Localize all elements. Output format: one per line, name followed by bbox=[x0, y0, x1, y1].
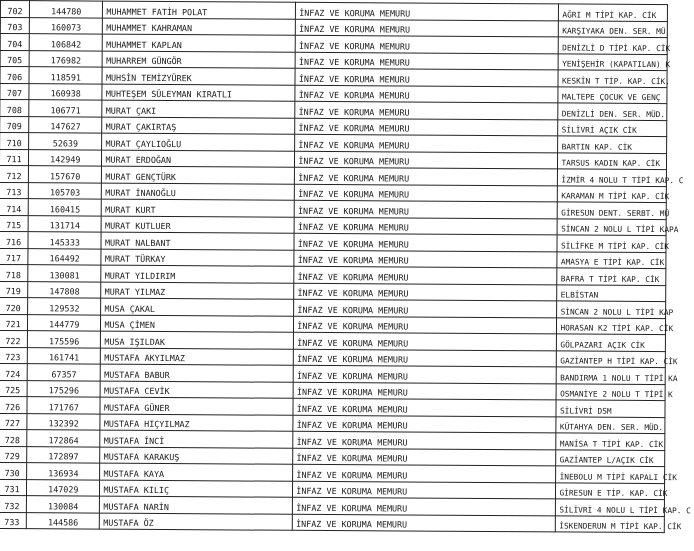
institution-name-cell: GÖLPAZARI AÇIK CİK bbox=[557, 334, 666, 351]
person-name-cell: MUSTAFA ÖZ bbox=[100, 513, 293, 531]
registry-number-cell: 52639 bbox=[29, 133, 102, 150]
row-number-cell: 724 bbox=[0, 363, 27, 380]
institution-name-cell: İZMİR 4 NOLU T TİPİ KAP. C bbox=[558, 169, 667, 186]
registry-number-cell: 130081 bbox=[28, 265, 101, 282]
registry-number-cell: 157670 bbox=[29, 166, 102, 183]
registry-number-cell: 130084 bbox=[26, 496, 99, 513]
person-name-cell: MUSA ÇİMEN bbox=[101, 315, 294, 333]
row-number-cell: 713 bbox=[0, 182, 29, 199]
person-name-cell: MURAT ERDOĞAN bbox=[102, 150, 295, 168]
job-title-cell: İNFAZ VE KORUMA MEMURU bbox=[296, 2, 559, 20]
row-number-cell: 730 bbox=[0, 462, 27, 479]
table-row bbox=[0, 512, 664, 533]
person-name-cell: MUSTAFA CEVİK bbox=[101, 381, 294, 399]
row-number-cell: 731 bbox=[0, 479, 27, 496]
institution-name-cell: HORASAN K2 TİPİ KAP. CİK bbox=[557, 317, 666, 334]
institution-name-cell: AĞRI M TİPİ KAP. CİK bbox=[559, 4, 668, 21]
institution-name-cell: DENİZLİ DEN. SER. MÜD. bbox=[558, 103, 667, 120]
row-number-cell: 712 bbox=[0, 165, 29, 182]
job-title-cell: İNFAZ VE KORUMA MEMURU bbox=[293, 365, 556, 383]
registry-number-cell: 164492 bbox=[28, 248, 101, 265]
job-title-cell: İNFAZ VE KORUMA MEMURU bbox=[294, 349, 557, 367]
institution-name-cell: OSMANİYE 2 NOLU T TİPİ K bbox=[557, 383, 666, 400]
institution-name-cell: GİRESUN E TİP. KAP. CİK bbox=[556, 482, 665, 499]
institution-name-cell: GİRESUN DENT. SERBT. MÜ bbox=[558, 202, 667, 219]
row-number-cell: 723 bbox=[0, 347, 28, 364]
job-title-cell: İNFAZ VE KORUMA MEMURU bbox=[293, 514, 556, 532]
person-name-cell: MUSTAFA HIÇYILMAZ bbox=[100, 414, 293, 432]
institution-name-cell: MALTEPE ÇOCUK VE GENÇ bbox=[558, 86, 667, 103]
row-number-cell: 728 bbox=[0, 429, 27, 446]
row-number-cell: 733 bbox=[0, 512, 26, 529]
person-name-cell: MURAT GENÇTÜRK bbox=[102, 166, 295, 184]
job-title-cell: İNFAZ VE KORUMA MEMURU bbox=[293, 481, 556, 499]
person-name-cell: MUSTAFA NARİN bbox=[100, 496, 293, 514]
registry-number-cell: 144780 bbox=[30, 1, 103, 18]
registry-number-cell: 106842 bbox=[29, 34, 102, 51]
institution-name-cell: BARTIN KAP. CİK bbox=[558, 136, 667, 153]
registry-number-cell: 142949 bbox=[29, 149, 102, 166]
registry-number-cell: 175596 bbox=[28, 331, 101, 348]
job-title-cell: İNFAZ VE KORUMA MEMURU bbox=[295, 184, 558, 202]
job-title-cell: İNFAZ VE KORUMA MEMURU bbox=[296, 19, 559, 37]
registry-number-cell: 160415 bbox=[28, 199, 101, 216]
job-title-cell: İNFAZ VE KORUMA MEMURU bbox=[294, 332, 557, 350]
job-title-cell: İNFAZ VE KORUMA MEMURU bbox=[294, 316, 557, 334]
row-number-cell: 717 bbox=[0, 248, 28, 265]
person-name-cell: MURAT NALBANT bbox=[101, 232, 294, 250]
person-name-cell: MUHAMMET KAHRAMAN bbox=[103, 18, 296, 36]
job-title-cell: İNFAZ VE KORUMA MEMURU bbox=[295, 85, 558, 103]
institution-name-cell: KARŞIYAKA DEN. SER. MÜ bbox=[559, 20, 668, 37]
person-name-cell: MUSTAFA KAYA bbox=[100, 463, 293, 481]
job-title-cell: İNFAZ VE KORUMA MEMURU bbox=[294, 299, 557, 317]
job-title-cell: İNFAZ VE KORUMA MEMURU bbox=[296, 35, 559, 53]
job-title-cell: İNFAZ VE KORUMA MEMURU bbox=[293, 497, 556, 515]
person-name-cell: MUSTAFA KARAKUŞ bbox=[100, 447, 293, 465]
row-number-cell: 703 bbox=[0, 17, 29, 34]
row-number-cell: 725 bbox=[0, 380, 27, 397]
row-number-cell: 706 bbox=[0, 67, 29, 84]
row-number-cell: 709 bbox=[0, 116, 29, 133]
job-title-cell: İNFAZ VE KORUMA MEMURU bbox=[295, 134, 558, 152]
person-name-cell: MURAT İNANOĞLU bbox=[102, 183, 295, 201]
institution-name-cell: DENİZLİ D TİPİ KAP. CİK bbox=[559, 37, 668, 54]
person-name-cell: MURAT YILDIRIM bbox=[101, 265, 294, 283]
row-number-cell: 707 bbox=[0, 83, 29, 100]
person-name-cell: MURAT KURT bbox=[102, 199, 295, 217]
person-name-cell: MUHAMMET KAPLAN bbox=[103, 34, 296, 52]
row-number-cell: 704 bbox=[0, 34, 29, 51]
registry-number-cell: 160073 bbox=[29, 17, 102, 34]
institution-name-cell: YENİŞEHİR (KAPATILAN) K bbox=[559, 53, 668, 70]
row-number-cell: 708 bbox=[0, 100, 29, 117]
row-number-cell: 726 bbox=[0, 396, 27, 413]
person-name-cell: MUSTAFA BABUR bbox=[101, 364, 294, 382]
registry-number-cell: 147029 bbox=[27, 479, 100, 496]
institution-name-cell: BANDIRMA 1 NOLU T TİPİ KA bbox=[557, 367, 666, 384]
job-title-cell: İNFAZ VE KORUMA MEMURU bbox=[293, 448, 556, 466]
registry-number-cell: 171767 bbox=[27, 397, 100, 414]
institution-name-cell: KESKİN T TİP. KAP. CİK. bbox=[558, 70, 667, 87]
institution-name-cell: SİLİVRİ AÇIK CİK bbox=[558, 119, 667, 136]
registry-number-cell: 136934 bbox=[27, 463, 100, 480]
person-name-cell: MURAT KUTLUER bbox=[102, 216, 295, 234]
row-number-cell: 718 bbox=[0, 264, 28, 281]
job-title-cell: İNFAZ VE KORUMA MEMURU bbox=[295, 101, 558, 119]
row-number-cell: 729 bbox=[0, 446, 27, 463]
person-name-cell: MUSTAFA AKYILMAZ bbox=[101, 348, 294, 366]
institution-name-cell: TARSUS KADIN KAP. CİK bbox=[558, 152, 667, 169]
job-title-cell: İNFAZ VE KORUMA MEMURU bbox=[295, 151, 558, 169]
institution-name-cell: SİLİFKE M TİPİ KAP. CİK bbox=[557, 235, 666, 252]
registry-number-cell: 131714 bbox=[28, 215, 101, 232]
registry-number-cell: 147808 bbox=[28, 281, 101, 298]
institution-name-cell: KARAMAN M TİPİ KAP. CİK bbox=[558, 185, 667, 202]
row-number-cell: 721 bbox=[0, 314, 28, 331]
person-name-cell: MUSTAFA KILIÇ bbox=[100, 480, 293, 498]
institution-name-cell: İNEBOLU M TİPİ KAPALI CİK bbox=[556, 466, 665, 483]
person-name-cell: MURAT ÇAKIRTAŞ bbox=[102, 117, 295, 135]
institution-name-cell: İSKENDERUN M TİPİ KAP. CİK bbox=[556, 515, 665, 532]
row-number-cell: 720 bbox=[0, 297, 28, 314]
job-title-cell: İNFAZ VE KORUMA MEMURU bbox=[294, 200, 557, 218]
registry-number-cell: 118591 bbox=[29, 67, 102, 84]
job-title-cell: İNFAZ VE KORUMA MEMURU bbox=[293, 431, 556, 449]
institution-name-cell: MANİSA T TİPİ KAP. CİK bbox=[556, 433, 665, 450]
institution-name-cell: SİNCAN 2 NOLU L TİPİ KAP bbox=[557, 301, 666, 318]
person-name-cell: MUSTAFA GÜNER bbox=[100, 397, 293, 415]
institution-name-cell: AMASYA E TİPİ KAP. CİK bbox=[557, 251, 666, 268]
person-name-cell: MURAT TÜRKAY bbox=[101, 249, 294, 267]
job-title-cell: İNFAZ VE KORUMA MEMURU bbox=[294, 283, 557, 301]
registry-number-cell: 144586 bbox=[26, 512, 99, 529]
job-title-cell: İNFAZ VE KORUMA MEMURU bbox=[294, 233, 557, 251]
job-title-cell: İNFAZ VE KORUMA MEMURU bbox=[293, 464, 556, 482]
institution-name-cell: SİNCAN 2 NOLU L TİPİ KAPA bbox=[558, 218, 667, 235]
institution-name-cell: BAFRA T TİPİ KAP. CİK bbox=[557, 268, 666, 285]
institution-name-cell: ELBİSTAN bbox=[557, 284, 666, 301]
row-number-cell: 711 bbox=[0, 149, 29, 166]
person-name-cell: MUHAMMET FATİH POLAT bbox=[103, 1, 296, 19]
person-name-cell: MUSA ÇAKAL bbox=[101, 298, 294, 316]
person-name-cell: MUHTEŞEM SÜLEYMAN KIRATLI bbox=[102, 84, 295, 102]
row-number-cell: 702 bbox=[0, 1, 29, 18]
registry-number-cell: 132392 bbox=[27, 413, 100, 430]
job-title-cell: İNFAZ VE KORUMA MEMURU bbox=[293, 415, 556, 433]
registry-number-cell: 67357 bbox=[27, 364, 100, 381]
job-title-cell: İNFAZ VE KORUMA MEMURU bbox=[294, 250, 557, 268]
job-title-cell: İNFAZ VE KORUMA MEMURU bbox=[295, 167, 558, 185]
institution-name-cell: SİLİVRİ 4 NOLU L TİPİ KAP. C bbox=[556, 499, 665, 516]
job-title-cell: İNFAZ VE KORUMA MEMURU bbox=[293, 382, 556, 400]
row-number-cell: 722 bbox=[0, 330, 28, 347]
person-name-cell: MURAT ÇAYLIOĞLU bbox=[102, 133, 295, 151]
registry-number-cell: 106771 bbox=[29, 100, 102, 117]
personnel-table-body bbox=[0, 1, 691, 533]
person-name-cell: MUSTAFA İNCİ bbox=[100, 430, 293, 448]
registry-number-cell: 161741 bbox=[27, 347, 100, 364]
registry-number-cell: 105703 bbox=[28, 182, 101, 199]
row-number-cell: 715 bbox=[0, 215, 28, 232]
job-title-cell: İNFAZ VE KORUMA MEMURU bbox=[295, 52, 558, 70]
job-title-cell: İNFAZ VE KORUMA MEMURU bbox=[295, 68, 558, 86]
registry-number-cell: 147627 bbox=[29, 116, 102, 133]
person-name-cell: MURAT YILMAZ bbox=[101, 282, 294, 300]
institution-name-cell: SİLİVRİ DSM bbox=[556, 400, 665, 417]
institution-name-cell: GAZİANTEP H TİPİ KAP. CİK bbox=[557, 350, 666, 367]
job-title-cell: İNFAZ VE KORUMA MEMURU bbox=[294, 266, 557, 284]
registry-number-cell: 129532 bbox=[28, 298, 101, 315]
registry-number-cell: 175296 bbox=[27, 380, 100, 397]
registry-number-cell: 145333 bbox=[28, 232, 101, 249]
person-name-cell: MUHSİN TEMİZYÜREK bbox=[102, 67, 295, 85]
job-title-cell: İNFAZ VE KORUMA MEMURU bbox=[294, 217, 557, 235]
registry-number-cell: 172864 bbox=[27, 430, 100, 447]
row-number-cell: 732 bbox=[0, 495, 27, 512]
person-name-cell: MURAT ÇAKI bbox=[102, 100, 295, 118]
job-title-cell: İNFAZ VE KORUMA MEMURU bbox=[295, 118, 558, 136]
institution-name-cell: KÜTAHYA DEN. SER. MÜD. bbox=[556, 416, 665, 433]
row-number-cell: 727 bbox=[0, 413, 27, 430]
person-name-cell: MUHARREM GÜNGÖR bbox=[103, 51, 296, 69]
institution-name-cell: GAZİANTEP L/AÇIK CİK bbox=[556, 449, 665, 466]
job-title-cell: İNFAZ VE KORUMA MEMURU bbox=[293, 398, 556, 416]
row-number-cell: 716 bbox=[0, 231, 28, 248]
row-number-cell: 714 bbox=[0, 198, 28, 215]
row-number-cell: 710 bbox=[0, 133, 29, 150]
row-number-cell: 705 bbox=[0, 50, 29, 67]
row-number-cell: 719 bbox=[0, 281, 28, 298]
registry-number-cell: 176982 bbox=[29, 50, 102, 67]
registry-number-cell: 172897 bbox=[27, 446, 100, 463]
person-name-cell: MUSA IŞILDAK bbox=[101, 331, 294, 349]
registry-number-cell: 160938 bbox=[29, 83, 102, 100]
registry-number-cell: 144779 bbox=[28, 314, 101, 331]
